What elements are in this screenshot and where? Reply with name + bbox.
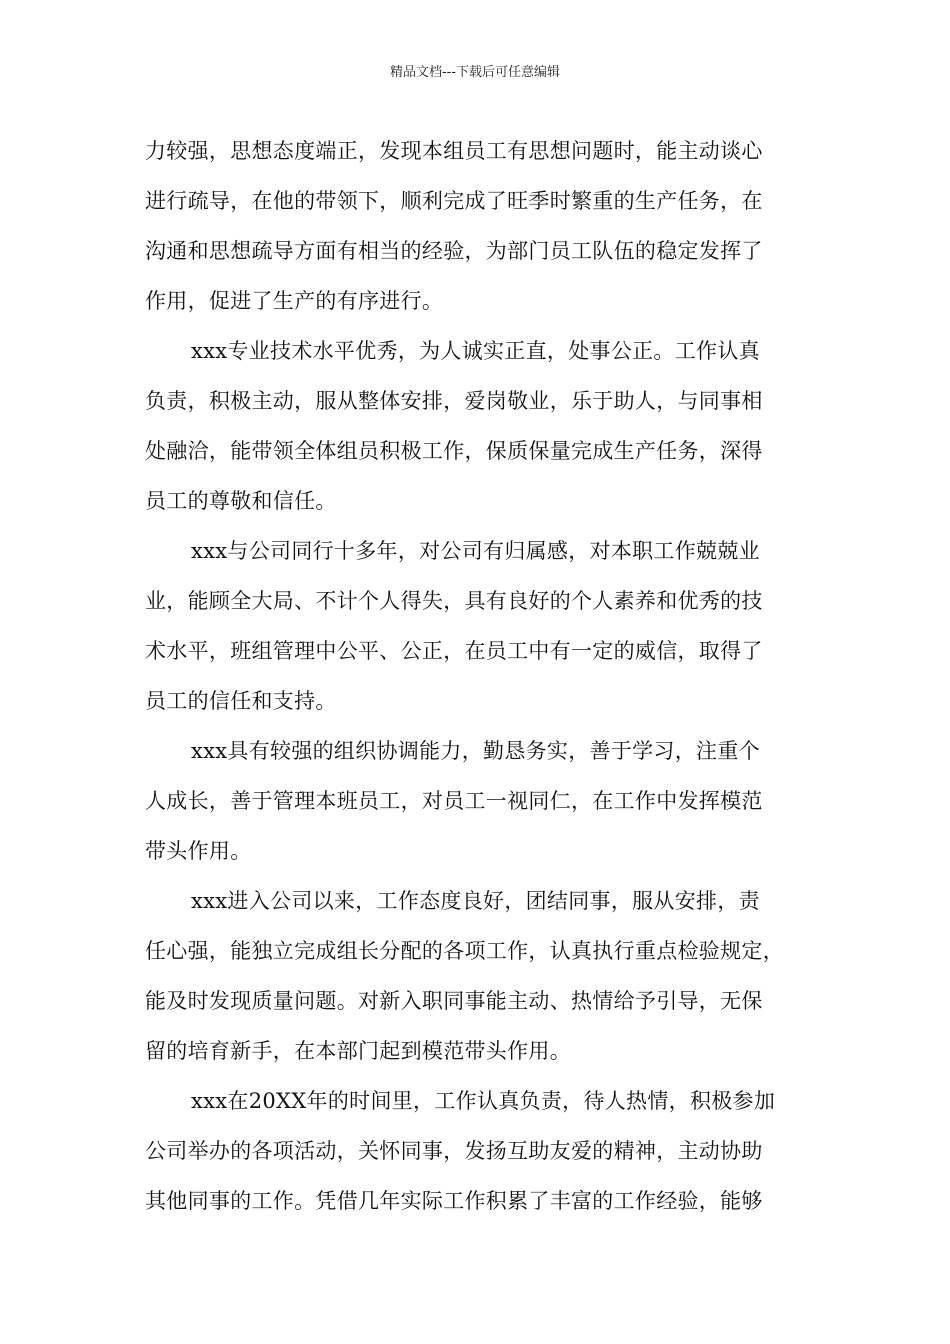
text-line: 处融洽，能带领全体组员积极工作，保质保量完成生产任务，深得 <box>145 439 763 463</box>
text-line: 业，能顾全大局、不计个人得失，具有良好的个人素养和优秀的技 <box>145 589 763 613</box>
text-line: xxx在20XX年的时间里，工作认真负责，待人热情，积极参加 <box>191 1089 776 1113</box>
paragraph-5 <box>145 876 845 1076</box>
text-line: 能及时发现质量问题。对新入职同事能主动、热情给予引导，无保 <box>145 989 763 1013</box>
paragraph-4 <box>145 726 845 876</box>
text-line: xxx进入公司以来，工作态度良好，团结同事，服从安排，责 <box>191 889 760 913</box>
paragraph-6 <box>145 1076 845 1226</box>
text-line: 沟通和思想疏导方面有相当的经验，为部门员工队伍的稳定发挥了 <box>145 239 763 263</box>
text-line: xxx专业技术水平优秀，为人诚实正直，处事公正。工作认真 <box>191 339 760 363</box>
document-body <box>145 126 845 1226</box>
text-line: xxx具有较强的组织协调能力，勤恳务实，善于学习，注重个 <box>191 739 760 763</box>
text-line: xxx与公司同行十多年，对公司有归属感，对本职工作兢兢业 <box>191 539 760 563</box>
text-line: 进行疏导，在他的带领下，顺利完成了旺季时繁重的生产任务，在 <box>145 189 763 213</box>
text-line: 留的培育新手，在本部门起到模范带头作用。 <box>145 1039 571 1063</box>
text-line: 员工的尊敬和信任。 <box>145 489 337 513</box>
text-line: 其他同事的工作。凭借几年实际工作积累了丰富的工作经验，能够 <box>145 1189 763 1213</box>
text-line: 带头作用。 <box>145 839 252 863</box>
page-header: 精品文档---下载后可任意编辑 <box>389 65 561 80</box>
text-line: 人成长，善于管理本班员工，对员工一视同仁，在工作中发挥模范 <box>145 789 763 813</box>
text-line: 术水平，班组管理中公平、公正，在员工中有一定的威信，取得了 <box>145 639 763 663</box>
text-line: 负责，积极主动，服从整体安排，爱岗敬业，乐于助人，与同事相 <box>145 389 763 413</box>
text-line: 力较强，思想态度端正，发现本组员工有思想问题时，能主动谈心 <box>145 139 763 163</box>
text-line: 员工的信任和支持。 <box>145 689 337 713</box>
text-line: 任心强，能独立完成组长分配的各项工作，认真执行重点检验规定， <box>145 939 784 963</box>
paragraph-1 <box>145 126 845 326</box>
text-line: 作用，促进了生产的有序进行。 <box>145 289 444 313</box>
paragraph-2 <box>145 326 845 526</box>
paragraph-3 <box>145 526 845 726</box>
text-line: 公司举办的各项活动，关怀同事，发扬互助友爱的精神，主动协助 <box>145 1139 763 1163</box>
